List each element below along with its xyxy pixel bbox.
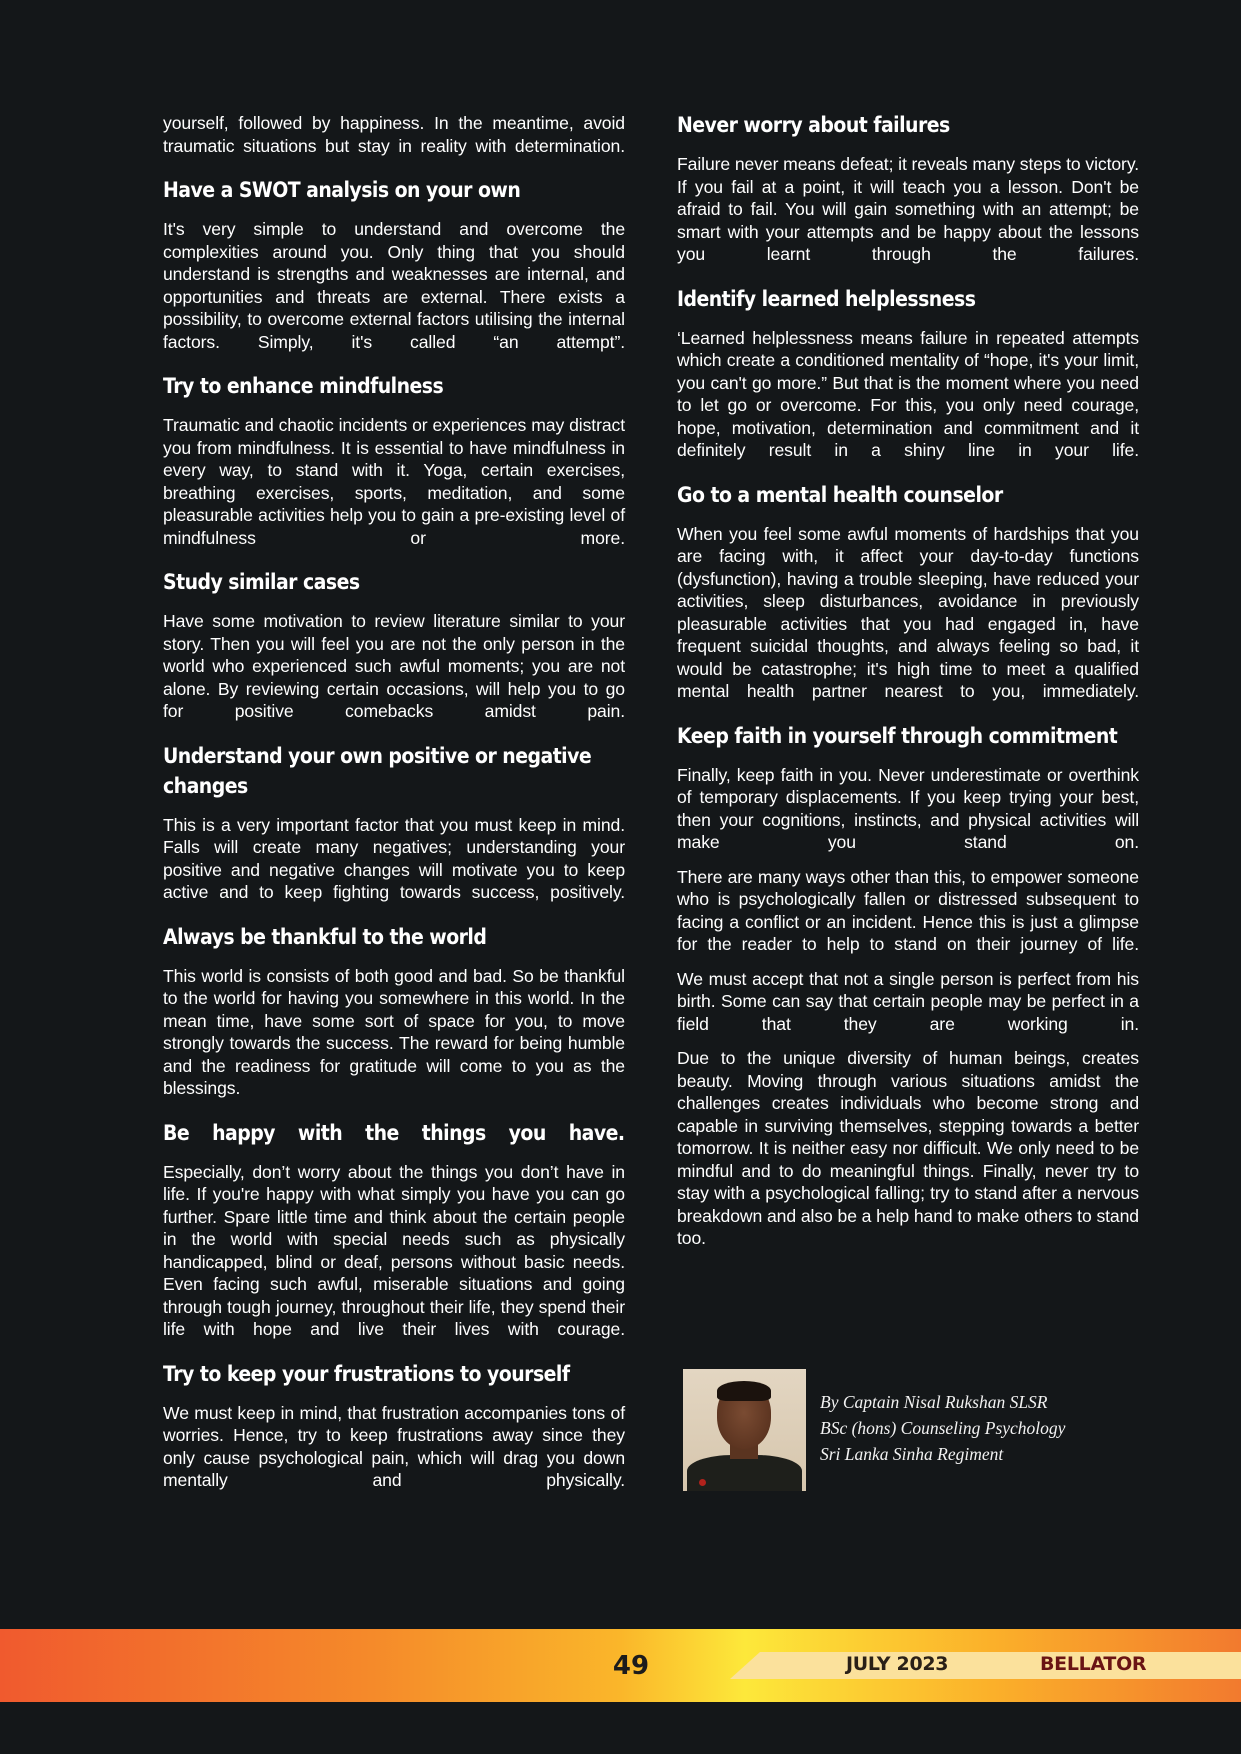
section-heading: Go to a mental health counselor (677, 482, 1003, 507)
section-body: When you feel some awful moments of hardships that you are facing with, it affect your day-to-day functions (dysfunction), having a trouble sleeping, have reduced your activities, sleep disturbances, avoidance in previously pleasurable activities that you had engaged in, have frequent suicidal thoughts, and always feeling so bad, it would be catastrophe; it's high time to meet a qualified mental health partner nearest to you, immediately. (677, 523, 1139, 701)
section-heading: Try to keep your frustrations to yourself (163, 1361, 570, 1386)
section-body: Failure never means defeat; it reveals many steps to victory. If you fail at a point, it will teach you a lesson. Don't be afraid to fail. You will gain something with an attempt; be smart with your attempts and be happy about the lessons you learnt through the failures. (677, 154, 1139, 264)
section-heading: Always be thankful to the world (163, 924, 487, 949)
section-heading: Be happy with the things you have. (163, 1120, 625, 1145)
section-body: This is a very important factor that you must keep in mind. Falls will create many negatives; understanding your positive and negative changes will motivate you to keep active and to keep fighting towards success, positively. (163, 814, 625, 902)
section-heading: Identify learned helplessness (677, 286, 976, 311)
section-heading: Try to enhance mindfulness (163, 374, 444, 398)
magazine-name: BELLATOR (1040, 1653, 1147, 1675)
section-body: Especially, don’t worry about the things you don’t have in life. If you're happy with what simply you have you can go further. Spare little time and think about the certain people in the world with special needs such as physically handicapped, blind or deaf, persons without basic needs. Even facing such awful, miserable situations and going through tough journey, throughout their life, they spend their life with hope and live their lives with courage. (163, 1161, 625, 1339)
section-heading: Study similar cases (163, 570, 360, 594)
closing-paragraph: There are many ways other than this, to empower someone who is psychologically fallen or distressed subsequent to facing a conflict or an incident. Hence this is just a glimpse for the reader to help to stand on their journey of life. (677, 866, 1139, 954)
section-body: We must keep in mind, that frustration accompanies tons of worries. Hence, try to keep frustrations away since they only cause psychological pain, which will drag you down mentally and physically. (163, 1402, 625, 1490)
right-column (677, 110, 1139, 1262)
author-photo (683, 1369, 806, 1491)
author-regiment: Sri Lanka Sinha Regiment (820, 1444, 1004, 1464)
page-number: 49 (612, 1651, 650, 1681)
issue-date: JULY 2023 (846, 1653, 949, 1675)
left-column (163, 112, 625, 1504)
author-byline (820, 1389, 1065, 1467)
section-body: It's very simple to understand and overcome the complexities around you. Only thing that you should understand is strengths and weaknesses are internal, and opportunities and threats are external. There exists a possibility, to overcome external factors utilising the internal factors. Simply, it's called “an attempt”. (163, 219, 625, 352)
author-block (683, 1369, 1065, 1491)
page-footer (0, 1629, 1241, 1702)
section-heading: Have a SWOT analysis on your own (163, 178, 521, 202)
section-heading: Keep faith in yourself through commitment (677, 723, 1118, 748)
section-body: Traumatic and chaotic incidents or experiences may distract you from mindfulness. It is essential to have mindfulness in every way, to stand with it. Yoga, certain exercises, breathing exercises, sports, meditation, and some pleasurable activities help you to gain a pre-existing level of mindfulness or more. (163, 415, 625, 548)
author-qualification: BSc (hons) Counseling Psychology (820, 1418, 1066, 1438)
section-heading: Understand your own positive or negative changes (163, 743, 592, 798)
footer-band (730, 1652, 1241, 1679)
author-name: By Captain Nisal Rukshan SLSR (820, 1392, 1048, 1412)
section-body: ‘Learned helplessness means failure in repeated attempts which create a conditioned mentality of “hope, it's your limit, you can't go more.” But that is the moment where you need to let go or overcome. For this, you only need courage, hope, motivation, determination and commitment and it definitely result in a shiny line in your life. (677, 327, 1139, 460)
closing-paragraph: We must accept that not a single person is perfect from his birth. Some can say that certain people may be perfect in a field that they are working in. (677, 968, 1139, 1034)
section-body: Have some motivation to review literature similar to your story. Then you will feel you are not the only person in the world who experienced such awful moments; you are not alone. By reviewing certain occasions, will help you to go for positive comebacks amidst pain. (163, 611, 625, 721)
section-body: Finally, keep faith in you. Never underestimate or overthink of temporary displacements. If you keep trying your best, then your cognitions, instincts, and physical activities will make you stand on. (677, 764, 1139, 852)
closing-paragraph: Due to the unique diversity of human beings, creates beauty. Moving through various situations amidst the challenges creates individuals who become strong and capable in surviving themselves, stepping towards a better tomorrow. It is neither easy nor difficult. We only need to be mindful and to do meaningful things. Finally, never try to stay with a psychological falling; try to stand after a nervous breakdown and also be a help hand to make others to stand too. (677, 1048, 1139, 1248)
section-body: This world is consists of both good and bad. So be thankful to the world for having you somewhere in this world. In the mean time, have some sort of space for you, to move strongly towards the success. The reward for being humble and the readiness for gratitude will come to you as the blessings. (163, 965, 625, 1098)
section-heading: Never worry about failures (677, 113, 950, 137)
intro-paragraph: yourself, followed by happiness. In the meantime, avoid traumatic situations but stay in reality with determination. (163, 113, 625, 156)
